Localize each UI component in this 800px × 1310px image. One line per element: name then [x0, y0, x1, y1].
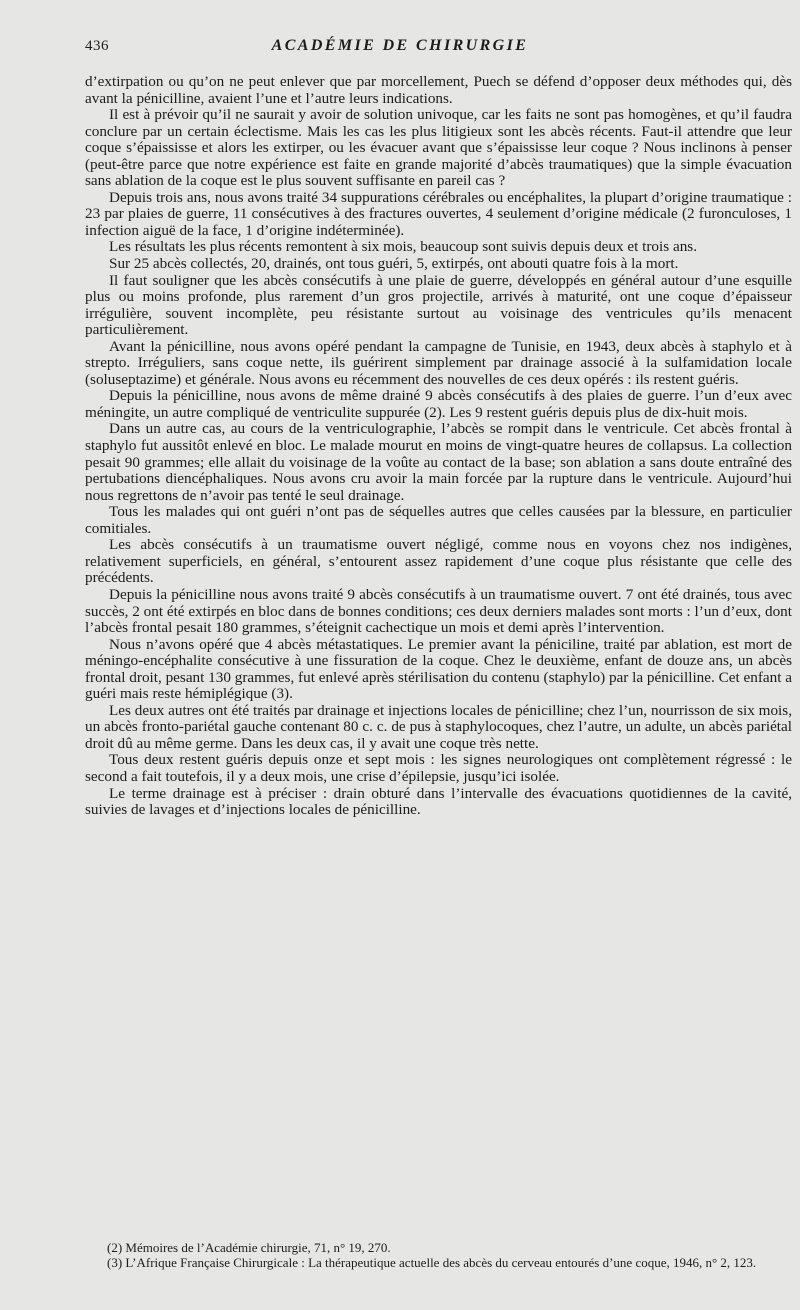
paragraph: Le terme drainage est à préciser : drain obturé dans l’intervalle des évacuations quotidiennes de la cavité, suivies de lavages et d’injections locales de pénicilline. [85, 784, 792, 819]
paragraph: Avant la pénicilline, nous avons opéré pendant la campagne de Tunisie, en 1943, deux abcès à staphylo et à strepto. Irréguliers, sans coque nette, ils guérirent simplement par drainage associé à la sulfamidation locale (soluseptazime) et générale. Nous avons eu récemment des nouvelles de ces deux opérés : ils restent guéris. [85, 337, 792, 388]
footnote: (3) L’Afrique Française Chirurgicale : La thérapeutique actuelle des abcès du cerveau entourés d’une coque, 1946, n° 2, 123. [107, 1255, 757, 1270]
footnote: (2) Mémoires de l’Académie chirurgie, 71, n° 19, 270. [107, 1240, 391, 1255]
body-text [85, 74, 792, 819]
paragraph: Les deux autres ont été traités par drainage et injections locales de pénicilline; chez l’un, nourrisson de six mois, un abcès fronto-pariétal gauche contenant 80 c. c. de pus à staphylocoques, chez l’autre, un adulte, un abcès pariétal droit dû au même germe. Dans les deux cas, il y avait une coque très nette. [85, 701, 792, 752]
paragraph: Tous deux restent guéris depuis onze et sept mois : les signes neurologiques ont complètement régressé : le second a fait toutefois, il y a deux mois, une crise d’épilepsie, jusqu’ici isolée. [85, 751, 792, 785]
paragraph: Sur 25 abcès collectés, 20, drainés, ont tous guéri, 5, extirpés, ont abouti quatre fois à la mort. [109, 255, 679, 273]
paragraph: Depuis la pénicilline, nous avons de même drainé 9 abcès consécutifs à des plaies de guerre. l’un d’eux avec méningite, un autre compliqué de ventriculite suppurée (2). Les 9 restent guéris depuis plus de dix-huit mois. [85, 387, 792, 421]
page-number: 436 [85, 38, 109, 54]
paragraph: d’extirpation ou qu’on ne peut enlever que par morcellement, Puech se défend d’opposer deux méthodes qui, dès avant la pénicilline, avaient l’une et l’autre leurs indications. [85, 73, 792, 107]
running-title: ACADÉMIE DE CHIRURGIE [271, 37, 529, 54]
paragraph: Il est à prévoir qu’il ne saurait y avoir de solution univoque, car les faits ne sont pas homogènes, et qu’il faudra conclure par un certain éclectisme. Mais les cas les plus litigieux sont les abcès récents. Faut-il attendre que leur coque s’épaississe et alors les extirper, ou les évacuer avant que s’épaississe leur coque ? Nous inclinons à penser (peut-être parce que notre expérience est faite en grande majorité d’abcès traumatiques) que la simple évacuation sans ablation de la coque est le plus souvent suffisante en pareil cas ? [85, 106, 792, 190]
page-header [0, 38, 800, 60]
paragraph: Il faut souligner que les abcès consécutifs à une plaie de guerre, développés en général autour d’une esquille plus ou moins profonde, plus rarement d’un gros projectile, arrivés à maturité, ont une coque d’épaisseur irrégulière, souvent incomplète, peu résistante surtout au voisinage des ventricules qu’ils menacent particulièrement. [85, 271, 792, 339]
footnotes [85, 1240, 792, 1270]
paragraph: Depuis trois ans, nous avons traité 34 suppurations cérébrales ou encéphalites, la plupart d’origine traumatique : 23 par plaies de guerre, 11 consécutives à des fractures ouvertes, 4 seulement d’origine médicale (2 furonculoses, 1 infection aiguë de la face, 1 d’origine indéterminée). [85, 188, 792, 239]
paragraph: Les résultats les plus récents remontent à six mois, beaucoup sont suivis depuis deux et trois ans. [109, 238, 697, 256]
paragraph: Nous n’avons opéré que 4 abcès métastatiques. Le premier avant la péniciline, traité par ablation, est mort de méningo-encéphalite consécutive à une fissuration de la coque. Chez le deuxième, enfant de douze ans, un abcès frontal droit, pesant 130 grammes, fut enlevé après stérilisation du contenu (staphylo) par la pénicilline. Cet enfant a guéri mais reste hémiplégique (3). [85, 635, 792, 703]
paragraph: Les abcès consécutifs à un traumatisme ouvert négligé, comme nous en voyons chez nos indigènes, relativement superficiels, en général, s’entourent assez rapidement d’une coque plus résistante que celle des précédents. [85, 536, 792, 587]
paragraph: Tous les malades qui ont guéri n’ont pas de séquelles autres que celles causées par la blessure, en particulier comitiales. [85, 503, 792, 537]
paragraph: Dans un autre cas, au cours de la ventriculographie, l’abcès se rompit dans le ventricule. Cet abcès frontal à staphylo fut aussitôt enlevé en bloc. Le malade mourut en moins de vingt-quatre heures de collapsus. La collection pesait 90 grammes; elle allait du voisinage de la voûte au contact de la base; son ablation a sans doute entraîné des pertubations diencéphaliques. Nous avons cru avoir la main forcée par la rupture dans le ventricule. Aujourd’hui nous regrettons de n’avoir pas tenté le seul drainage. [85, 420, 792, 504]
paragraph: Depuis la pénicilline nous avons traité 9 abcès consécutifs à un traumatisme ouvert. 7 ont été drainés, tous avec succès, 2 ont été extirpés en bloc dans de bonnes conditions; ces deux derniers malades sont morts : l’un d’eux, dont l’abcès frontal pesait 180 grammes, s’éteignit cachectique un mois et demi après l’intervention. [85, 585, 792, 637]
